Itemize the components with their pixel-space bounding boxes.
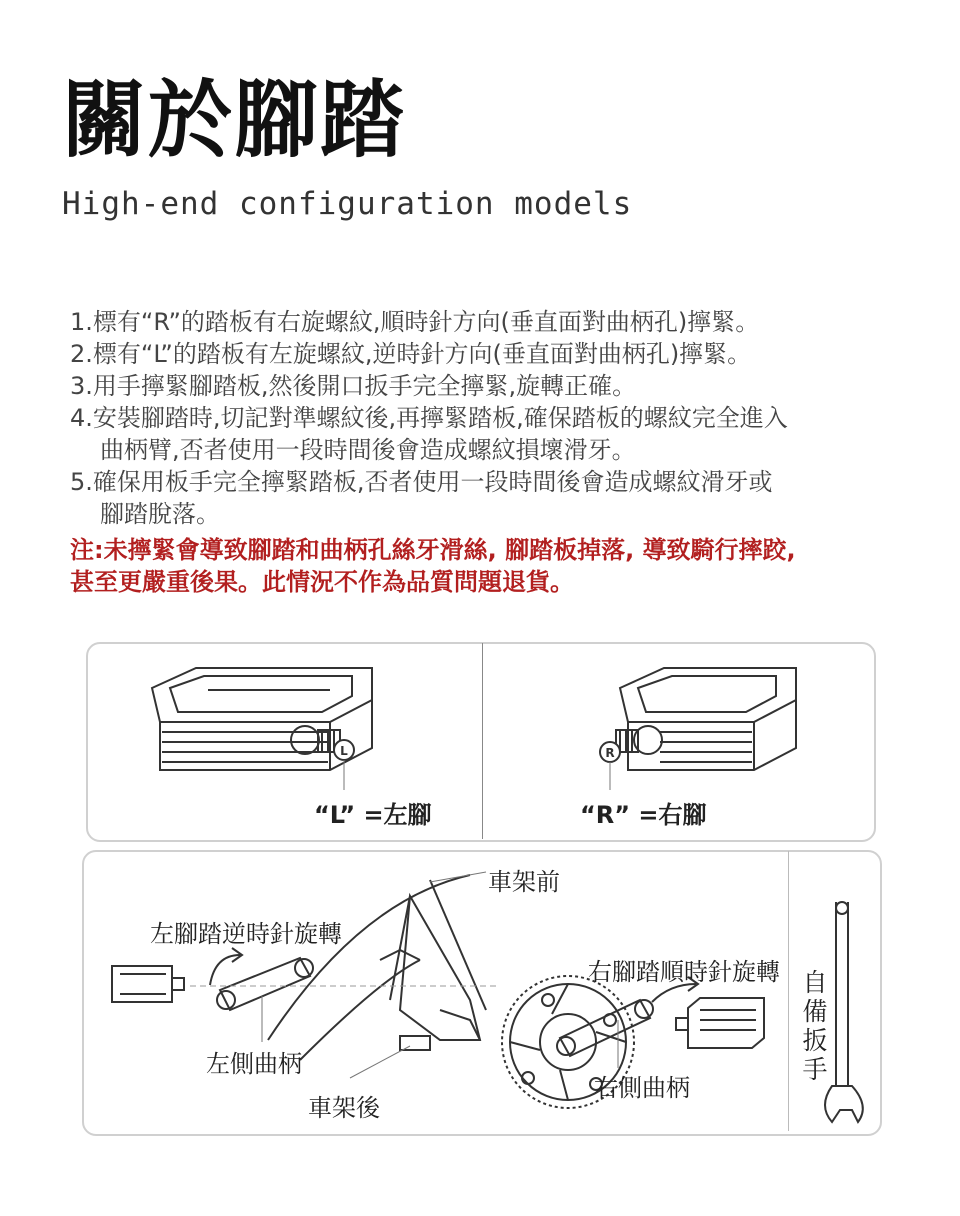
left-pedal-illustration <box>152 668 372 770</box>
instruction-line: 3.用手擰緊腳踏板,然後開口扳手完全擰緊,旋轉正確。 <box>70 372 637 400</box>
instruction-line: 曲柄臂,否者使用一段時間後會造成螺紋損壞滑牙。 <box>100 436 636 464</box>
bicycle-frame-illustration <box>268 875 486 1060</box>
right-rotation-label: 右腳踏順時針旋轉 <box>588 958 780 986</box>
instruction-line: 腳踏脫落。 <box>100 500 220 528</box>
right-pedal-badge: R <box>605 746 615 760</box>
right-crank-label: 右側曲柄 <box>594 1074 690 1102</box>
left-pedal-label: “L” =左腳 <box>314 801 432 829</box>
page-title: 關於腳踏 <box>62 71 407 169</box>
right-pedal-illustration <box>600 668 796 770</box>
warning-line: 注:未擰緊會導致腳踏和曲柄孔絲牙滑絲, 腳踏板掉落, 導致騎行摔跤, <box>70 536 796 564</box>
instruction-line: 1.標有“R”的踏板有右旋螺紋,順時針方向(垂直面對曲柄孔)擰緊。 <box>70 308 760 336</box>
right-crank-illustration <box>557 1000 653 1056</box>
instruction-line: 5.確保用板手完全擰緊踏板,否者使用一段時間後會造成螺紋滑牙或 <box>70 468 773 496</box>
page-subtitle: High-end configuration models <box>62 186 633 222</box>
wrench-label: 自備扳手 <box>802 968 828 1084</box>
right-pedal-label: “R” =右腳 <box>580 801 707 829</box>
frame-front-pointer <box>430 872 486 882</box>
left-crank-illustration <box>217 958 313 1010</box>
left-pedal-small <box>112 966 184 1002</box>
wrench-illustration <box>825 902 863 1122</box>
left-rotation-label: 左腳踏逆時針旋轉 <box>150 920 342 948</box>
frame-rear-pointer <box>350 1046 410 1078</box>
frame-front-label: 車架前 <box>488 868 560 896</box>
warning-line: 甚至更嚴重後果。此情況不作為品質問題退貨。 <box>70 568 574 596</box>
instruction-line: 4.安裝腳踏時,切記對準螺紋後,再擰緊踏板,確保踏板的螺紋完全進入 <box>70 404 788 432</box>
frame-rear-label: 車架後 <box>308 1094 380 1122</box>
left-crank-label: 左側曲柄 <box>206 1050 302 1078</box>
right-pedal-small <box>676 998 764 1048</box>
left-pedal-badge: L <box>340 744 348 758</box>
instruction-line: 2.標有“L”的踏板有左旋螺紋,逆時針方向(垂直面對曲柄孔)擰緊。 <box>70 340 752 368</box>
